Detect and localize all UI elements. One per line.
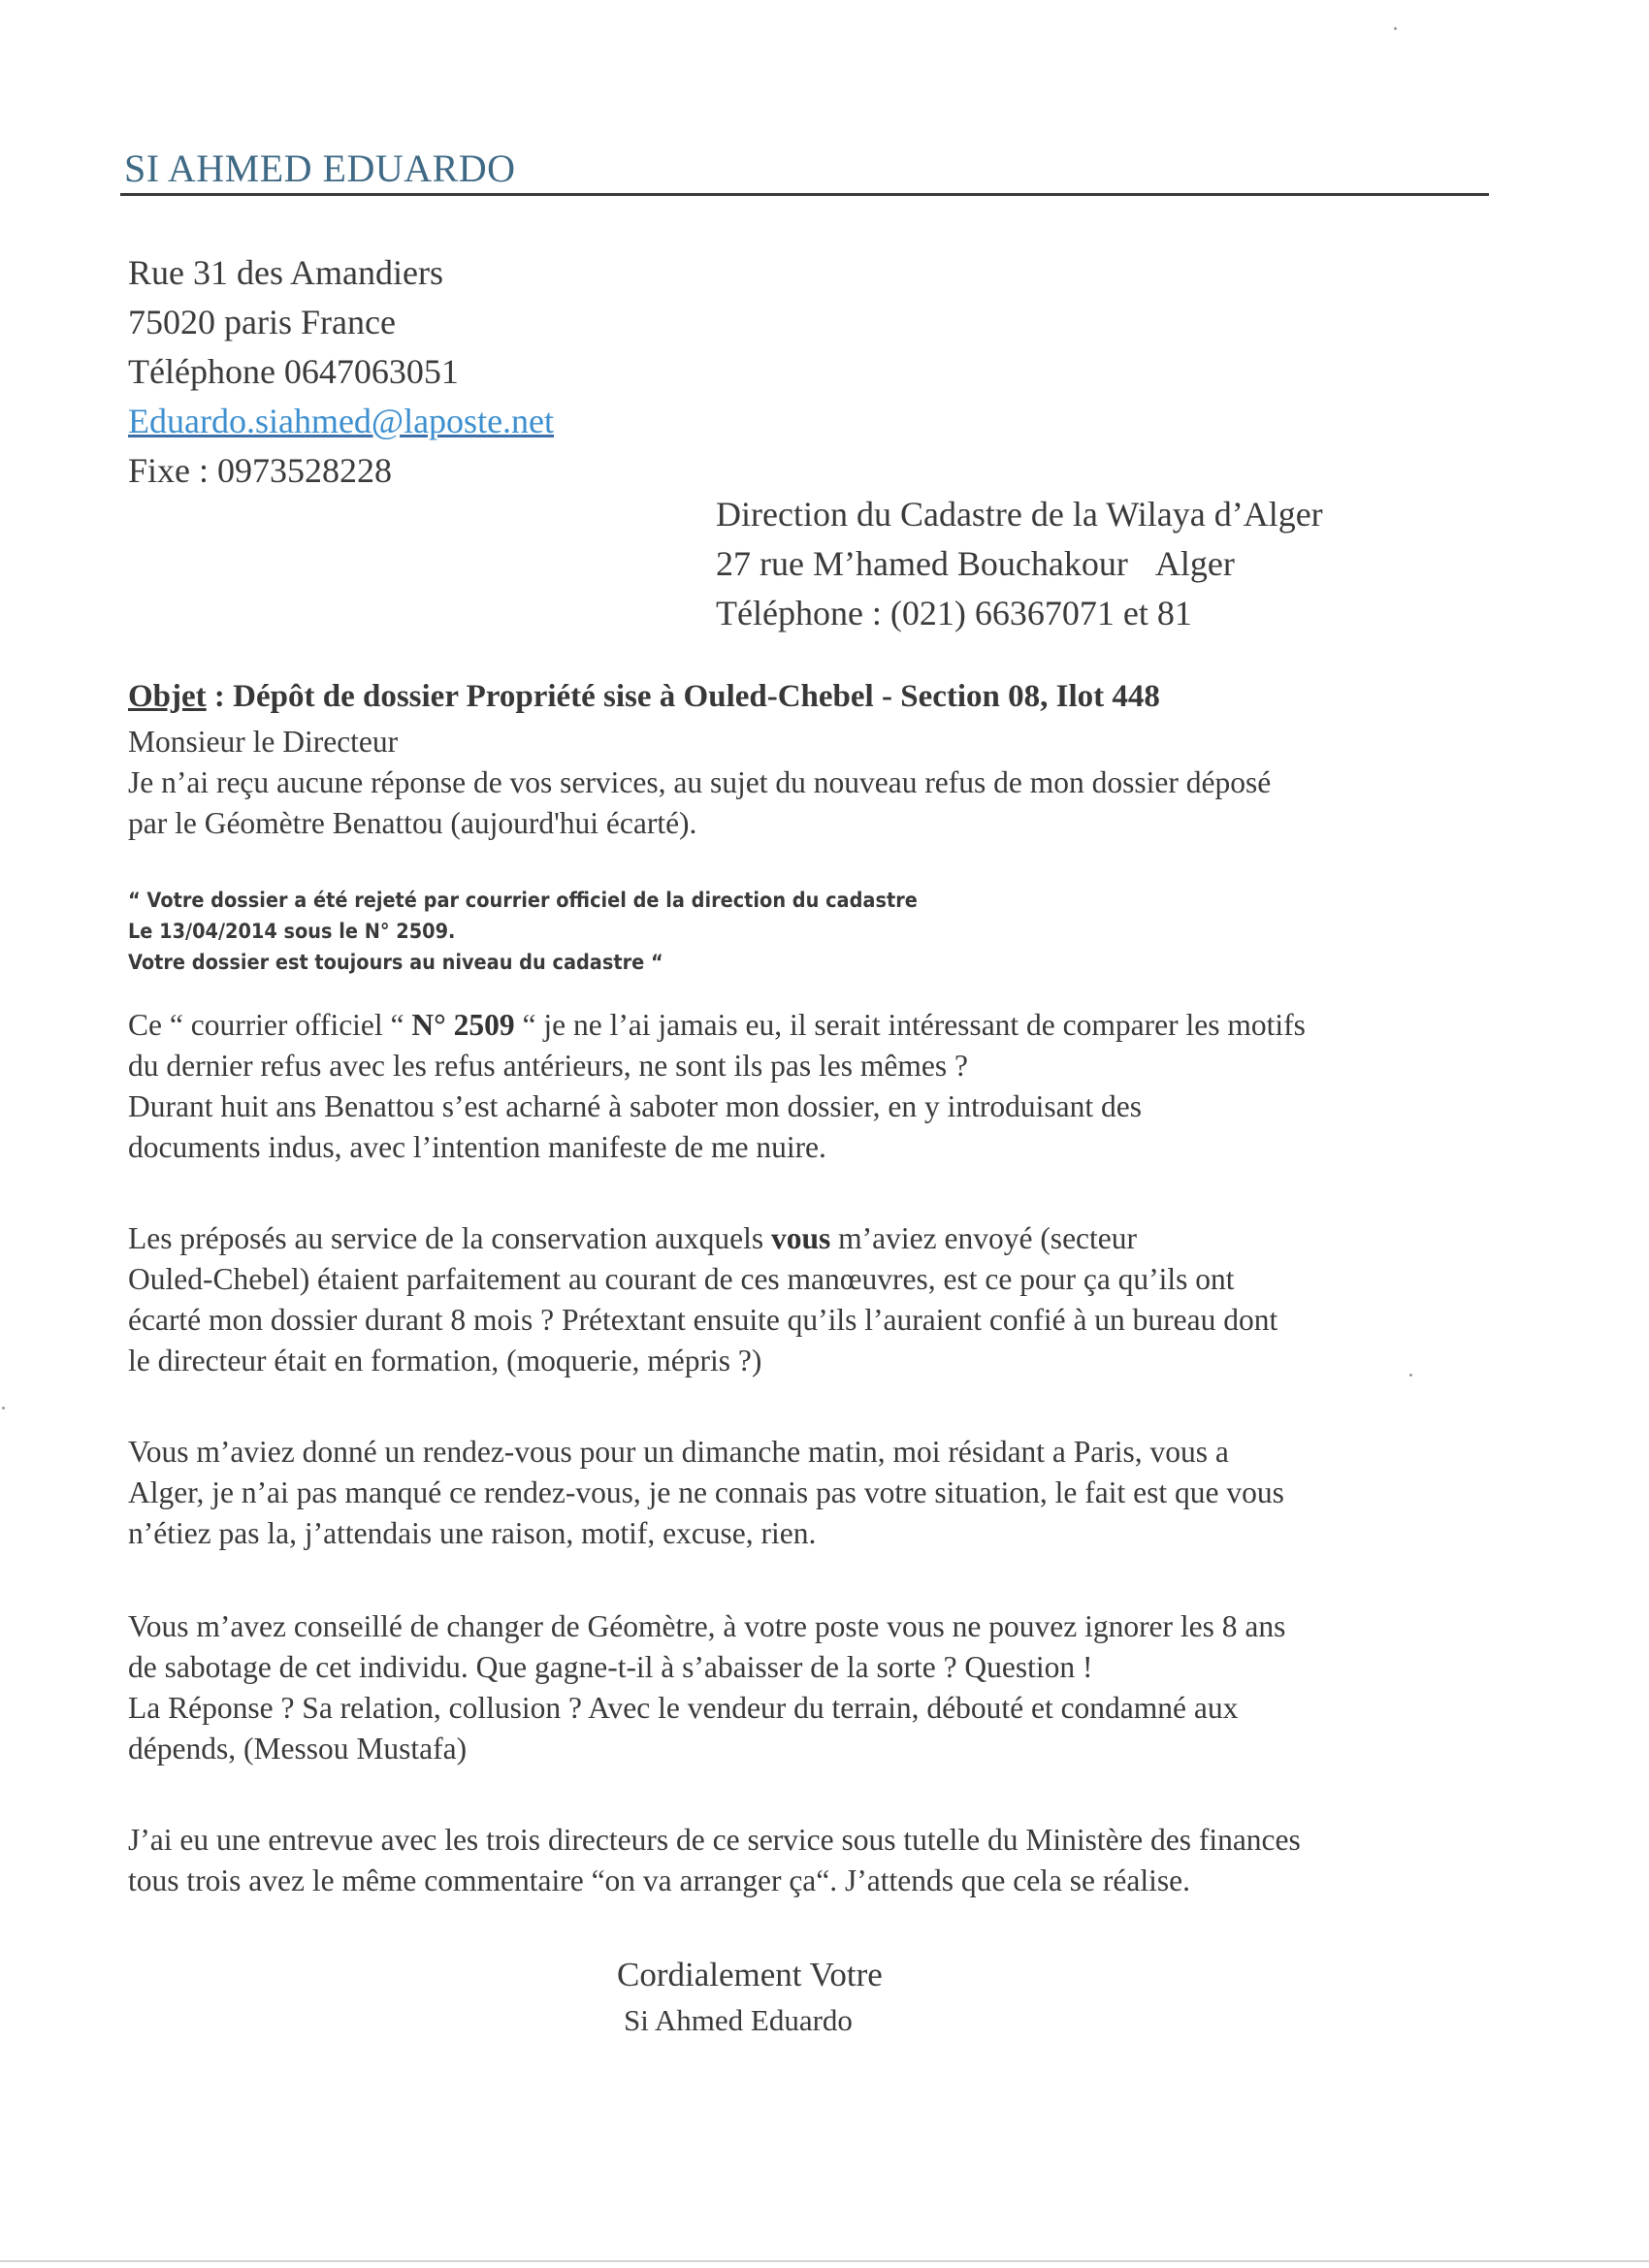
scan-speck — [1409, 1374, 1412, 1377]
sender-address-block — [128, 248, 554, 496]
text-segment: Ce “ courrier officiel “ — [128, 1008, 412, 1042]
text-segment: “ je ne l’ai jamais eu, il serait intéressant de comparer les motifs — [514, 1008, 1306, 1042]
subject-text: Dépôt de dossier Propriété sise à Ouled-Chebel - Section 08, Ilot 448 — [233, 679, 1160, 714]
paragraph-line — [128, 1005, 1306, 1046]
signature-name: Si Ahmed Eduardo — [624, 2003, 853, 2037]
text-segment: Les préposés au service de la conservation auxquels — [128, 1221, 772, 1255]
paragraph-line: Vous m’avez conseillé de changer de Géomètre, à votre poste vous ne pouvez ignorer les 8 ans — [128, 1609, 1286, 1643]
recipient-phone: Téléphone : (021) 66367071 et 81 — [716, 594, 1192, 632]
paragraph-line: La Réponse ? Sa relation, collusion ? Avec le vendeur du terrain, débouté et condamné aux — [128, 1691, 1239, 1725]
courrier-number: N° 2509 — [411, 1008, 515, 1042]
paragraph-1 — [128, 1005, 1306, 1168]
paragraph-line — [128, 1218, 1277, 1259]
subject-label: Objet — [128, 679, 207, 714]
sender-landline: Fixe : 0973528228 — [128, 451, 393, 490]
paragraph-line: tous trois avez le même commentaire “on va arranger ça“. J’attends que cela se réalise. — [128, 1863, 1190, 1897]
paragraph-3 — [128, 1432, 1284, 1554]
intro-line: par le Géomètre Benattou (aujourd'hui écarté). — [128, 806, 697, 840]
paragraph-line: Ouled-Chebel) étaient parfaitement au courant de ces manœuvres, est ce pour ça qu’ils ont — [128, 1262, 1235, 1296]
letterhead-name: SI AHMED EDUARDO — [124, 146, 516, 190]
quote-line: Votre dossier est toujours au niveau du cadastre “ — [128, 951, 663, 974]
sender-city: 75020 paris France — [128, 303, 396, 341]
salutation-and-intro — [128, 722, 1271, 844]
recipient-street: 27 rue M’hamed Bouchakour — [716, 544, 1128, 583]
quote-line: “ Votre dossier a été rejeté par courrier officiel de la direction du cadastre — [128, 889, 918, 912]
subject-separator: : — [206, 679, 234, 714]
text-segment: m’aviez envoyé (secteur — [830, 1221, 1138, 1255]
paragraph-line: dépends, (Messou Mustafa) — [128, 1732, 468, 1766]
paragraph-line: n’étiez pas la, j’attendais une raison, motif, excuse, rien. — [128, 1516, 817, 1550]
sender-email-link[interactable]: Eduardo.siahmed@laposte.net — [128, 402, 555, 440]
paragraph-5 — [128, 1820, 1301, 1901]
paragraph-line: Alger, je n’ai pas manqué ce rendez-vous, je ne connais pas votre situation, le fait est que vous — [128, 1475, 1284, 1509]
subject-line — [128, 679, 1160, 715]
letterhead-divider — [120, 193, 1489, 196]
paragraph-line: documents indus, avec l’intention manifeste de me nuire. — [128, 1130, 826, 1164]
scan-speck — [1394, 27, 1397, 30]
paragraph-2 — [128, 1218, 1277, 1381]
quote-line: Le 13/04/2014 sous le N° 2509. — [128, 920, 456, 943]
paragraph-4 — [128, 1606, 1285, 1769]
recipient-organization: Direction du Cadastre de la Wilaya d’Alger — [716, 495, 1323, 534]
paragraph-line: J’ai eu une entrevue avec les trois directeurs de ce service sous tutelle du Ministère des finances — [128, 1823, 1301, 1857]
paragraph-line: du dernier refus avec les refus antérieurs, ne sont ils pas les mêmes ? — [128, 1049, 968, 1083]
paragraph-line: de sabotage de cet individu. Que gagne-t-il à s’abaisser de la sorte ? Question ! — [128, 1650, 1093, 1684]
scan-speck — [2, 1407, 5, 1409]
paragraph-line: écarté mon dossier durant 8 mois ? Prétextant ensuite qu’ils l’auraient confié à un bureau dont — [128, 1303, 1278, 1337]
intro-line: Je n’ai reçu aucune réponse de vos services, au sujet du nouveau refus de mon dossier déposé — [128, 765, 1272, 799]
paragraph-line: le directeur était en formation, (moquerie, mépris ?) — [128, 1344, 762, 1377]
scan-edge — [0, 2260, 1649, 2262]
salutation: Monsieur le Directeur — [128, 725, 399, 759]
sender-street: Rue 31 des Amandiers — [128, 253, 443, 292]
closing-phrase: Cordialement Votre — [617, 1956, 883, 1993]
quoted-rejection-notice — [128, 885, 918, 978]
recipient-address-block — [716, 490, 1323, 638]
recipient-city: Alger — [1154, 544, 1235, 583]
paragraph-line: Durant huit ans Benattou s’est acharné à saboter mon dossier, en y introduisant des — [128, 1089, 1142, 1123]
emphasis-vous: vous — [771, 1221, 831, 1255]
sender-phone: Téléphone 0647063051 — [128, 352, 459, 391]
paragraph-line: Vous m’aviez donné un rendez-vous pour un dimanche matin, moi résidant a Paris, vous a — [128, 1435, 1229, 1469]
